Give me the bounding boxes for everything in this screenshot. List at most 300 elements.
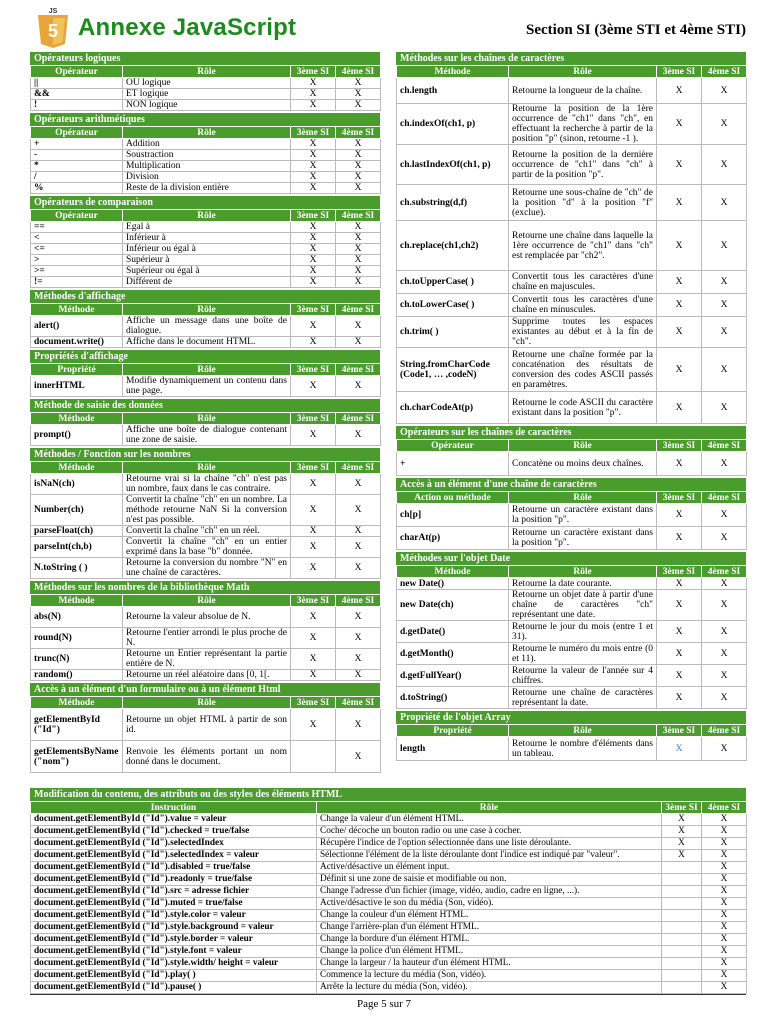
row-role: Retourne un caractère existant dans la position "p". [509, 504, 657, 527]
header-row [397, 492, 747, 504]
row-key: parseInt(ch,b) [31, 537, 123, 558]
row-si4: X [336, 222, 381, 233]
left-column [30, 52, 380, 775]
row-si3: X [291, 222, 336, 233]
block-title: Méthodes sur l'objet Date [396, 552, 746, 565]
row-si3: X [291, 161, 336, 172]
row-key: document.getElementById ("Id").style.color = valeur [31, 910, 317, 922]
col-role-header: Rôle [123, 595, 291, 607]
data-table [30, 363, 381, 397]
row-key: innerHTML [31, 376, 123, 397]
table-row [31, 922, 747, 934]
data-table [30, 126, 381, 194]
row-si4: X [336, 337, 381, 348]
row-key: document.getElementById ("Id").pause( ) [31, 982, 317, 994]
table-block [30, 399, 380, 446]
row-key: prompt() [31, 425, 123, 446]
row-role: Retourne la position de la dernière occurrence de "ch1" dans "ch" à partir de la position "p". [509, 145, 657, 185]
col-si4-header: 4ème SI [702, 725, 747, 737]
col-key-header: Instruction [31, 802, 317, 814]
col-si3-header: 3ème SI [291, 595, 336, 607]
row-role: Sélectionne l'élément de la liste déroulante dont l'indice est indiqué par "valeur". [317, 850, 662, 862]
table-row [397, 527, 747, 550]
table-row [31, 139, 381, 150]
page-title: Annexe JavaScript [78, 14, 297, 41]
row-role: Retourne une sous-chaîne de "ch" de la position "d" à la position "f" (exclue). [509, 185, 657, 221]
row-key: document.write() [31, 337, 123, 348]
table-block [30, 581, 380, 681]
col-si3-header: 3ème SI [291, 127, 336, 139]
row-si3: X [291, 139, 336, 150]
table-row [31, 376, 381, 397]
row-key: document.getElementById ("Id").style.width/ height = valeur [31, 958, 317, 970]
table-block [396, 552, 746, 709]
row-key: ch.toLowerCase( ) [397, 294, 509, 317]
table-row [31, 266, 381, 277]
table-row [31, 537, 381, 558]
row-si4: X [702, 838, 747, 850]
col-role-header: Rôle [509, 566, 657, 578]
row-si4: X [336, 233, 381, 244]
table-row [397, 643, 747, 665]
row-si4: X [702, 104, 747, 145]
col-role-header: Rôle [123, 304, 291, 316]
row-key: alert() [31, 316, 123, 337]
row-si4: X [336, 161, 381, 172]
table-block [30, 290, 380, 348]
page-header [0, 0, 768, 50]
row-key: ch.trim( ) [397, 317, 509, 348]
header-row [31, 364, 381, 376]
row-si3: X [291, 709, 336, 741]
row-key: == [31, 222, 123, 233]
header-row [31, 697, 381, 709]
row-si4: X [336, 316, 381, 337]
row-key: d.getMonth() [397, 643, 509, 665]
row-key: getElementById ("Id") [31, 709, 123, 741]
section-label: Section SI (3ème STI et 4ème STI) [526, 22, 746, 38]
col-si4-header: 4ème SI [702, 566, 747, 578]
row-role: Retourne un réel aléatoire dans [0, 1[. [123, 670, 291, 681]
row-role: Convertit la chaîne "ch" en un entier exprimé dans la base "b" donnée. [123, 537, 291, 558]
row-key: String.fromCharCode (Code1, … ,codeN) [397, 348, 509, 392]
row-key: document.getElementById ("Id").disabled = true/false [31, 862, 317, 874]
row-role: Concatène ou moins deux chaînes. [509, 452, 657, 476]
row-si3: X [291, 558, 336, 579]
col-si4-header: 4ème SI [336, 462, 381, 474]
col-si3-header: 3ème SI [657, 492, 702, 504]
table-row [31, 709, 381, 741]
col-si4-header: 4ème SI [336, 413, 381, 425]
row-key: document.getElementById ("Id").value = valeur [31, 814, 317, 826]
col-key-header: Propriété [397, 725, 509, 737]
row-key: ch[p] [397, 504, 509, 527]
row-si3: X [657, 665, 702, 687]
table-row [397, 392, 747, 424]
data-table [30, 594, 381, 681]
row-key: document.getElementById ("Id").muted = true/false [31, 898, 317, 910]
row-si4: X [702, 221, 747, 271]
block-title: Modification du contenu, des attributs ou des styles des éléments HTML [30, 788, 746, 801]
table-row [397, 185, 747, 221]
col-role-header: Rôle [123, 127, 291, 139]
col-si3-header: 3ème SI [662, 802, 702, 814]
row-si3: X [291, 150, 336, 161]
table-row [397, 104, 747, 145]
header-row [31, 304, 381, 316]
row-si4: X [336, 474, 381, 495]
row-role: Retourne une chaîne dans laquelle la 1ère occurrence de "ch1" dans "ch" est remplacée par "ch2". [509, 221, 657, 271]
row-si4: X [702, 814, 747, 826]
row-si4: X [336, 741, 381, 773]
row-role: Retourne vrai si la chaîne "ch" n'est pas un nombre, faux dans le cas contraire. [123, 474, 291, 495]
row-key: ch.toUpperCase( ) [397, 271, 509, 294]
table-row [31, 886, 747, 898]
col-key-header: Méthode [31, 595, 123, 607]
row-si3: X [657, 578, 702, 590]
row-role: Affiche un message dans une boîte de dialogue. [123, 316, 291, 337]
row-si3: X [291, 425, 336, 446]
data-table [396, 439, 747, 476]
row-si3: X [291, 266, 336, 277]
col-key-header: Opérateur [31, 210, 123, 222]
row-key: document.getElementById ("Id").checked = true/false [31, 826, 317, 838]
row-role: Retourne une chaîne formée par la concaténation des résultats de conversion des codes ASCII passés en paramètres. [509, 348, 657, 392]
col-si3-header: 3ème SI [657, 566, 702, 578]
row-si4: X [336, 277, 381, 288]
col-si4-header: 4ème SI [336, 210, 381, 222]
table-row [31, 838, 747, 850]
row-role: Active/désactive un élément input. [317, 862, 662, 874]
row-si4: X [702, 958, 747, 970]
table-row [31, 183, 381, 194]
table-block [30, 196, 380, 288]
header-row [31, 802, 747, 814]
row-key: / [31, 172, 123, 183]
row-si3: X [657, 78, 702, 104]
col-si3-header: 3ème SI [291, 364, 336, 376]
table-row [31, 425, 381, 446]
row-key: ch.replace(ch1,ch2) [397, 221, 509, 271]
row-si4: X [702, 271, 747, 294]
col-key-header: Opérateur [31, 66, 123, 78]
block-title: Méthodes d'affichage [30, 290, 380, 303]
row-role: OU logique [123, 78, 291, 89]
row-si3: X [657, 104, 702, 145]
row-si3: X [657, 590, 702, 621]
row-si3: X [657, 687, 702, 709]
table-row [31, 337, 381, 348]
table-row [31, 78, 381, 89]
row-role: Supérieur ou égal à [123, 266, 291, 277]
table-block [30, 350, 380, 397]
data-table [30, 696, 381, 773]
table-row [31, 474, 381, 495]
row-si3 [291, 741, 336, 773]
table-row [397, 145, 747, 185]
row-role: Change la bordure d'un élément HTML. [317, 934, 662, 946]
table-row [31, 958, 747, 970]
data-table [30, 412, 381, 446]
row-role: Retourne la valeur absolue de N. [123, 607, 291, 628]
row-si3 [662, 922, 702, 934]
row-key: d.toString() [397, 687, 509, 709]
header-row [397, 66, 747, 78]
row-role: Retourne la date courante. [509, 578, 657, 590]
row-si3: X [291, 183, 336, 194]
row-key: + [397, 452, 509, 476]
row-si3 [662, 910, 702, 922]
row-role: Addition [123, 139, 291, 150]
row-si4: X [702, 886, 747, 898]
col-key-header: Action ou méthode [397, 492, 509, 504]
row-key: length [397, 737, 509, 761]
svg-text:JS: JS [48, 8, 58, 15]
row-key: % [31, 183, 123, 194]
col-si3-header: 3ème SI [291, 304, 336, 316]
row-role: Retourne le numéro du mois entre (0 et 11). [509, 643, 657, 665]
row-si4: X [336, 150, 381, 161]
table-block [396, 711, 746, 761]
block-title: Accès à un élément d'un formulaire ou à un élément Html [30, 683, 380, 696]
row-role: Division [123, 172, 291, 183]
row-si4: X [702, 578, 747, 590]
table-row [31, 161, 381, 172]
row-si3: X [657, 527, 702, 550]
col-si3-header: 3ème SI [657, 440, 702, 452]
table-row [397, 737, 747, 761]
row-si4: X [336, 139, 381, 150]
row-role: Retourne un caractère existant dans la position "p". [509, 527, 657, 550]
col-role-header: Rôle [123, 462, 291, 474]
row-key: document.getElementById ("Id").style.background = valeur [31, 922, 317, 934]
row-key: document.getElementById ("Id").readonly = true/false [31, 874, 317, 886]
row-si3: X [657, 145, 702, 185]
col-si4-header: 4ème SI [336, 127, 381, 139]
row-si3: X [657, 294, 702, 317]
row-key: new Date() [397, 578, 509, 590]
block-title: Propriété de l'objet Array [396, 711, 746, 724]
table-row [31, 495, 381, 526]
block-title: Propriétés d'affichage [30, 350, 380, 363]
row-role: Multiplication [123, 161, 291, 172]
col-key-header: Méthode [31, 304, 123, 316]
col-si3-header: 3ème SI [291, 66, 336, 78]
table-row [31, 244, 381, 255]
col-role-header: Rôle [123, 697, 291, 709]
col-si3-header: 3ème SI [291, 210, 336, 222]
col-si4-header: 4ème SI [702, 802, 747, 814]
table-row [31, 898, 747, 910]
table-block [30, 448, 380, 579]
row-si3: X [291, 474, 336, 495]
table-row [31, 826, 747, 838]
row-si4: X [336, 100, 381, 111]
row-role: Change la valeur d'un élément HTML. [317, 814, 662, 826]
row-si3: X [291, 100, 336, 111]
row-si4: X [702, 687, 747, 709]
row-si3: X [657, 643, 702, 665]
row-si4: X [702, 643, 747, 665]
table-row [31, 741, 381, 773]
col-key-header: Méthode [31, 413, 123, 425]
row-si3: X [291, 376, 336, 397]
block-title: Opérateurs arithmétiques [30, 113, 380, 126]
row-si4: X [702, 982, 747, 994]
row-si4: X [702, 862, 747, 874]
row-si4: X [702, 145, 747, 185]
block-title: Méthodes / Fonction sur les nombres [30, 448, 380, 461]
right-column [396, 52, 746, 763]
col-role-header: Rôle [509, 66, 657, 78]
col-key-header: Propriété [31, 364, 123, 376]
data-table [30, 801, 747, 994]
table-row [31, 526, 381, 537]
block-title: Opérateurs logiques [30, 52, 380, 65]
row-si4: X [336, 558, 381, 579]
row-si3: X [657, 317, 702, 348]
row-si4: X [336, 172, 381, 183]
row-si4: X [702, 504, 747, 527]
block-title: Méthode de saisie des données [30, 399, 380, 412]
header-row [31, 127, 381, 139]
table-row [31, 222, 381, 233]
page-footer: Page 5 sur 7 [356, 998, 412, 1010]
row-si4: X [702, 898, 747, 910]
row-si4: X [702, 922, 747, 934]
row-role: Retourne un objet date à partir d'une chaîne de caractères "ch" représentant une date. [509, 590, 657, 621]
col-role-header: Rôle [123, 210, 291, 222]
row-si4: X [336, 376, 381, 397]
table-row [397, 221, 747, 271]
table-row [31, 316, 381, 337]
row-si3: X [657, 452, 702, 476]
table-row [397, 687, 747, 709]
table-row [31, 910, 747, 922]
row-si3: X [291, 537, 336, 558]
row-si4: X [336, 425, 381, 446]
row-si4: X [336, 649, 381, 670]
row-key: ch.lastIndexOf(ch1, p) [397, 145, 509, 185]
col-si4-header: 4ème SI [336, 697, 381, 709]
col-role-header: Rôle [123, 66, 291, 78]
row-si3: X [657, 221, 702, 271]
row-si3 [662, 958, 702, 970]
table-row [31, 277, 381, 288]
row-role: Affiche dans le document HTML. [123, 337, 291, 348]
row-role: Retourne la valeur de l'année sur 4 chiffres. [509, 665, 657, 687]
row-role: Retourne un Entier représentant la partie entière de N. [123, 649, 291, 670]
header-row [31, 595, 381, 607]
row-role: Égal à [123, 222, 291, 233]
col-role-header: Rôle [317, 802, 662, 814]
row-role: Reste de la division entière [123, 183, 291, 194]
row-key: N.toString ( ) [31, 558, 123, 579]
row-si3: X [657, 185, 702, 221]
table-row [31, 255, 381, 266]
row-si4: X [336, 89, 381, 100]
row-key: document.getElementById ("Id").style.font = valeur [31, 946, 317, 958]
row-role: Convertit tous les caractères d'une chaîne en minuscules. [509, 294, 657, 317]
row-si4: X [702, 317, 747, 348]
row-si3: X [291, 78, 336, 89]
row-si3: X [662, 814, 702, 826]
col-si4-header: 4ème SI [336, 66, 381, 78]
row-role: Convertit la chaîne "ch" en un réel. [123, 526, 291, 537]
table-row [31, 89, 381, 100]
row-si3: X [291, 670, 336, 681]
row-role: ET logique [123, 89, 291, 100]
row-role: Retourne l'entier arrondi le plus proche de N. [123, 628, 291, 649]
block-title: Accès à un élément d'une chaîne de caractères [396, 478, 746, 491]
html5-logo-icon [34, 6, 72, 48]
table-row [31, 558, 381, 579]
row-si3: X [291, 628, 336, 649]
col-role-header: Rôle [509, 440, 657, 452]
col-si4-header: 4ème SI [336, 364, 381, 376]
col-key-header: Méthode [31, 462, 123, 474]
row-role: Retourne le nombre d'éléments dans un tableau. [509, 737, 657, 761]
row-si3: X [291, 495, 336, 526]
data-table [30, 209, 381, 288]
row-si4: X [702, 527, 747, 550]
table-row [31, 100, 381, 111]
row-si3: X [657, 737, 702, 761]
table-block [396, 52, 746, 424]
row-si3: X [657, 271, 702, 294]
table-block [396, 478, 746, 550]
table-row [31, 607, 381, 628]
col-role-header: Rôle [509, 725, 657, 737]
table-row [31, 874, 747, 886]
row-role: Convertit tous les caractères d'une chaîne en majuscules. [509, 271, 657, 294]
table-row [31, 233, 381, 244]
row-role: Retourne la position de la 1ère occurrence de "ch1" dans "ch", en effectuant la recherche à partir de la position "p" (sinon, retourne -1 ). [509, 104, 657, 145]
table-row [397, 504, 747, 527]
table-row [397, 78, 747, 104]
row-si3: X [291, 255, 336, 266]
row-si3 [662, 898, 702, 910]
row-key: charAt(p) [397, 527, 509, 550]
row-si3: X [291, 89, 336, 100]
row-key: parseFloat(ch) [31, 526, 123, 537]
row-si3: X [291, 244, 336, 255]
row-si3: X [291, 337, 336, 348]
row-key: && [31, 89, 123, 100]
col-si3-header: 3ème SI [657, 66, 702, 78]
row-si4: X [336, 526, 381, 537]
row-key: >= [31, 266, 123, 277]
row-role: Arrête la lecture du média (Son, vidéo). [317, 982, 662, 994]
row-role: Change la couleur d'un élément HTML. [317, 910, 662, 922]
row-si4: X [336, 709, 381, 741]
row-si3: X [291, 649, 336, 670]
row-si3 [662, 946, 702, 958]
row-role: Change l'arrière-plan d'un élément HTML. [317, 922, 662, 934]
row-si4: X [336, 244, 381, 255]
block-title: Opérateurs sur les chaînes de caractères [396, 426, 746, 439]
col-key-header: Méthode [397, 66, 509, 78]
row-role: Retourne une chaîne de caractères représentant la date. [509, 687, 657, 709]
row-si3: X [291, 526, 336, 537]
row-si4: X [702, 737, 747, 761]
header-row [397, 725, 747, 737]
row-si4: X [702, 665, 747, 687]
row-key: + [31, 139, 123, 150]
row-role: Coche/ décoche un bouton radio ou une case à cocher. [317, 826, 662, 838]
row-key: < [31, 233, 123, 244]
row-key: <= [31, 244, 123, 255]
